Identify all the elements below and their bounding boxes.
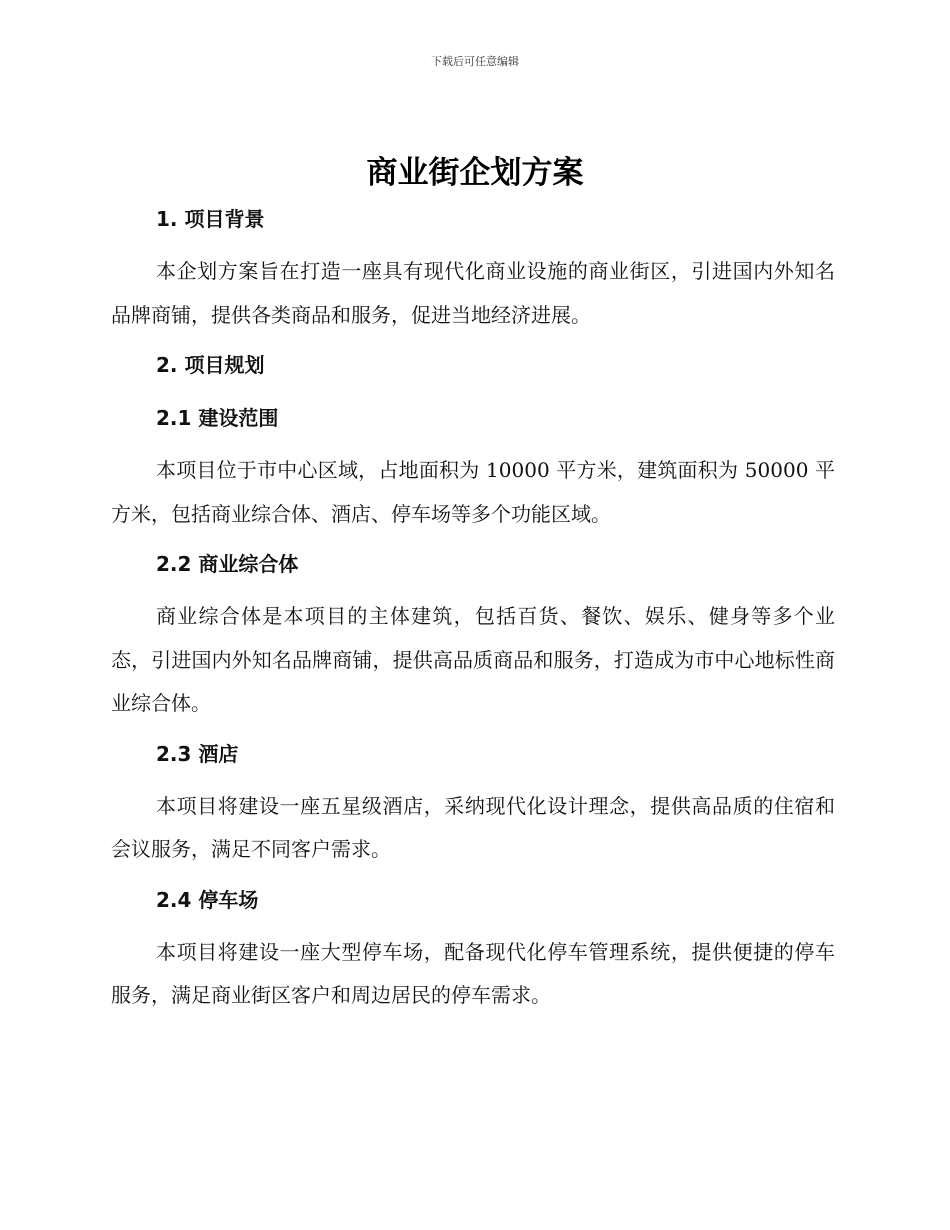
section-heading-commercial-complex: 2.2 商业综合体 <box>156 552 299 576</box>
document-body <box>111 201 835 1018</box>
header-note: 下载后可任意编辑 <box>431 55 519 68</box>
section-heading-hotel: 2.3 酒店 <box>156 741 239 766</box>
paragraph-hotel: 本项目将建设一座五星级酒店，采纳现代化设计理念，提供高品质的住宿和会议服务，满足不同客户需求。 <box>111 793 835 861</box>
section-heading-project-background: 1. 项目背景 <box>156 207 265 231</box>
document-title: 商业街企划方案 <box>366 155 584 191</box>
section-heading-project-planning: 2. 项目规划 <box>156 353 265 377</box>
paragraph-construction-scope: 本项目位于市中心区域，占地面积为 10000 平方米，建筑面积为 50000 平方米，包括商业综合体、酒店、停车场等多个功能区域。 <box>111 458 835 526</box>
section-heading-parking: 2.4 停车场 <box>156 887 259 912</box>
paragraph-project-background: 本企划方案旨在打造一座具有现代化商业设施的商业街区，引进国内外知名品牌商铺，提供各类商品和服务，促进当地经济进展。 <box>111 259 835 327</box>
paragraph-commercial-complex: 商业综合体是本项目的主体建筑，包括百货、餐饮、娱乐、健身等多个业态，引进国内外知名品牌商铺，提供高品质商品和服务，打造成为市中心地标性商业综合体。 <box>111 604 835 715</box>
section-heading-construction-scope: 2.1 建设范围 <box>156 406 279 430</box>
paragraph-parking: 本项目将建设一座大型停车场，配备现代化停车管理系统，提供便捷的停车服务，满足商业街区客户和周边居民的停车需求。 <box>111 939 835 1007</box>
